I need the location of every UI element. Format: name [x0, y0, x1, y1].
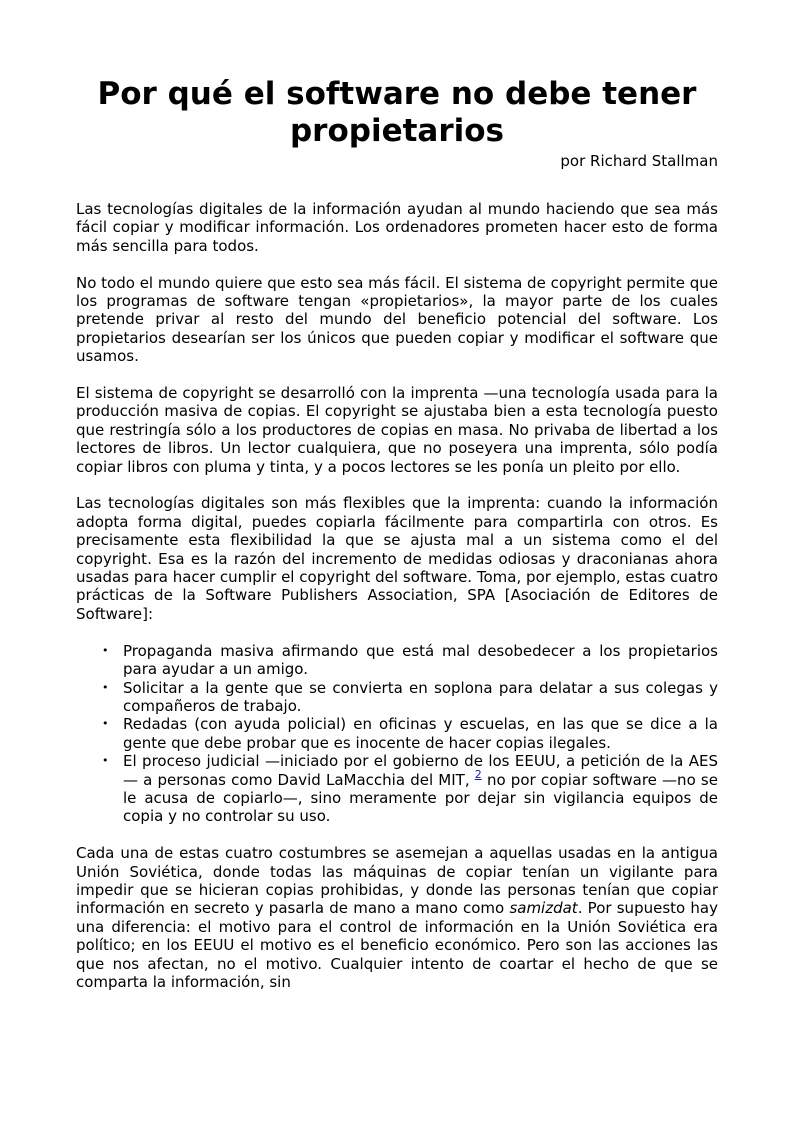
- list-item: [102, 641, 718, 679]
- list-item-text-before: El proceso judicial —iniciado por el gobierno de los EEUU, a petición de la AES— a personas como David LaMacchia del MIT,: [123, 752, 718, 789]
- bullet-icon: •: [102, 754, 109, 768]
- document-title: Por qué el software no debe tener propietarios: [97, 76, 697, 149]
- bullet-icon: •: [102, 717, 109, 731]
- bullet-icon: •: [102, 643, 109, 657]
- paragraph-2: No todo el mundo quiere que esto sea más fácil. El sistema de copyright permite que los programas de software tengan «propietarios», la mayor parte de los cuales pretende privar al resto del mundo del beneficio potencial del software. Los propietarios desearían ser los únicos que pueden copiar y modificar el software que usamos.: [76, 273, 718, 366]
- list-item-text-after: no por copiar software —no se le acusa de copiarlo—, sino meramente por dejar sin vigilancia equipos de copia y no controlar su uso.: [123, 770, 718, 826]
- list-item-text: Solicitar a la gente que se convierta en soplona para delatar a sus colegas y compañeros de trabajo.: [123, 678, 718, 715]
- list-item: [102, 752, 718, 826]
- practices-list: [76, 642, 718, 826]
- paragraph-3: El sistema de copyright se desarrolló con la imprenta —una tecnología usada para la producción masiva de copias. El copyright se ajustaba bien a esta tecnología puesto que restringía sólo a los productores de copias en masa. No privaba de libertad a los lectores de libros. Un lector cualquiera, que no poseyera una imprenta, sólo podía copiar libros con pluma y tinta, y a pocos lectores se les ponía un pleito por ello.: [76, 384, 718, 476]
- paragraph-4: Las tecnologías digitales son más flexibles que la imprenta: cuando la información adopta forma digital, puedes copiarla fácilmente para compartirla con otros. Es precisamente esta flexibilidad la que se ajusta mal a un sistema como el del copyright. Esa es la razón del incremento de medidas odiosas y draconianas ahora usadas para hacer cumplir el copyright del software. Toma, por ejemplo, estas cuatro prácticas de la Software Publishers Association, SPA [Asociación de Editores de Software]:: [76, 494, 718, 623]
- bullet-icon: •: [102, 680, 109, 694]
- list-item-text: Propaganda masiva afirmando que está mal desobedecer a los propietarios para ayudar a un amigo.: [123, 641, 718, 679]
- paragraph-5: [76, 844, 718, 991]
- paragraph-5-text-before: Cada una de estas cuatro costumbres se asemejan a aquellas usadas en la antigua Unión Soviética, donde todas las máquinas de copiar tenían un vigilante para impedir que se hicieran copias prohibidas, y donde las personas tenían que copiar información en secreto y pasarla de mano a mano como: [76, 844, 718, 918]
- author-byline: por Richard Stallman: [560, 152, 718, 170]
- samizdat-emphasis: samizdat: [509, 899, 578, 918]
- footnote-link[interactable]: 2: [474, 767, 482, 781]
- list-item: [102, 715, 718, 752]
- list-item-text: Redadas (con ayuda policial) en oficinas y escuelas, en las que se dice a la gente que debe probar que es inocente de hacer copias ilegales.: [123, 715, 718, 752]
- document-page: [76, 76, 718, 991]
- paragraph-5-text-after: . Por supuesto hay una diferencia: el motivo para el control de información en la Unión Soviética era político; en los EEUU el motivo es el beneficio económico. Pero son las acciones las que nos afectan, no el motivo. Cualquier intento de coartar el hecho de que se comparta la información, sin: [76, 899, 718, 991]
- list-item: [102, 678, 718, 716]
- paragraph-1: Las tecnologías digitales de la información ayudan al mundo haciendo que sea más fácil copiar y modificar información. Los ordenadores prometen hacer esto de forma más sencilla para todos.: [76, 200, 718, 255]
